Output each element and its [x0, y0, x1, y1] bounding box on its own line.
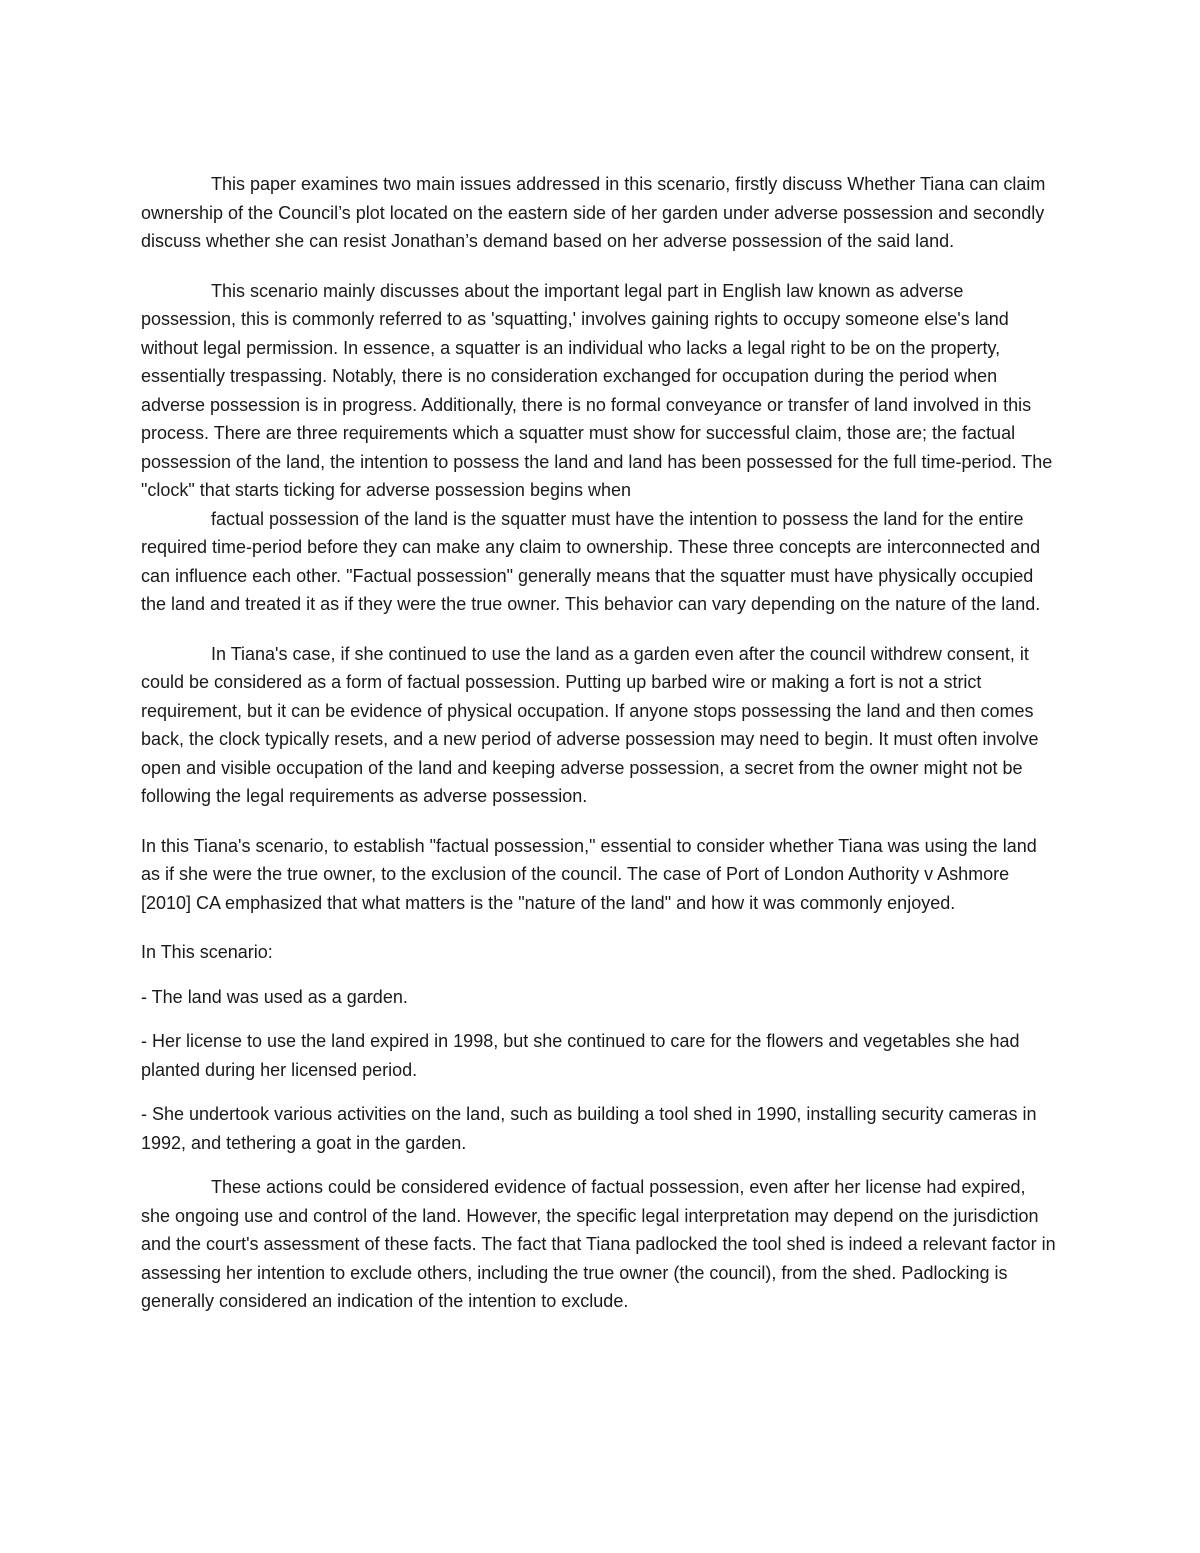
document-body: [141, 170, 1059, 1337]
list-item: - The land was used as a garden.: [141, 986, 408, 1007]
list-item: - Her license to use the land expired in 1998, but she continued to care for the flowers and vegetables she had planted during her licensed period.: [141, 1031, 1020, 1080]
paragraph-intro: This paper examines two main issues addressed in this scenario, firstly discuss Whether Tiana can claim ownership of the Council’s plot located on the eastern side of her garden under adverse possession and secondly discuss whether she can resist Jonathan’s demand based on her adverse possession of the said land.: [141, 174, 1046, 251]
paragraph-conclusion: These actions could be considered evidence of factual possession, even after her license had expired, she ongoing use and control of the land. However, the specific legal interpretation may depend on the jurisdiction and the court's assessment of these facts. The fact that Tiana padlocked the tool shed is indeed a relevant factor in assessing her intention to exclude others, including the true owner (the council), from the shed. Padlocking is generally considered an indication of the intention to exclude.: [141, 1177, 1056, 1311]
paragraph-factual-possession: factual possession of the land is the squatter must have the intention to possess the land for the entire required time-period before they can make any claim to ownership. These three concepts are interconnected and can influence each other. "Factual possession" generally means that the squatter must have physically occupied the land and treated it as if they were the true owner. This behavior can vary depending on the nature of the land.: [141, 508, 1041, 614]
paragraph-adverse-possession: This scenario mainly discusses about the important legal part in English law known as adverse possession, this is commonly referred to as 'squatting,' involves gaining rights to occupy someone else's land without legal permission. In essence, a squatter is an individual who lacks a legal right to be on the property, essentially trespassing. Notably, there is no consideration exchanged for occupation during the period when adverse possession is in progress. Additionally, there is no formal conveyance or transfer of land involved in this process. There are three requirements which a squatter must show for successful claim, those are; the factual possession of the land, the intention to possess the land and land has been possessed for the full time-period. The "clock" that starts ticking for adverse possession begins when: [141, 280, 1053, 500]
list-item: - She undertook various activities on the land, such as building a tool shed in 1990, installing security cameras in 1992, and tethering a goat in the garden.: [141, 1104, 1037, 1153]
paragraph-scenario-heading: In This scenario:: [141, 942, 273, 962]
paragraph-port-of-london: In this Tiana's scenario, to establish "factual possession," essential to consider whether Tiana was using the land as if she were the true owner, to the exclusion of the council. The case of Port of London Authority v Ashmore [2010] CA emphasized that what matters is the "nature of the land" and how it was commonly enjoyed.: [141, 835, 1037, 913]
paragraph-tiana-case: In Tiana's case, if she continued to use the land as a garden even after the council withdrew consent, it could be considered as a form of factual possession. Putting up barbed wire or making a fort is not a strict requirement, but it can be evidence of physical occupation. If anyone stops possessing the land and then comes back, the clock typically resets, and a new period of adverse possession may need to begin. It must often involve open and visible occupation of the land and keeping adverse possession, a secret from the owner might not be following the legal requirements as adverse possession.: [141, 643, 1039, 806]
